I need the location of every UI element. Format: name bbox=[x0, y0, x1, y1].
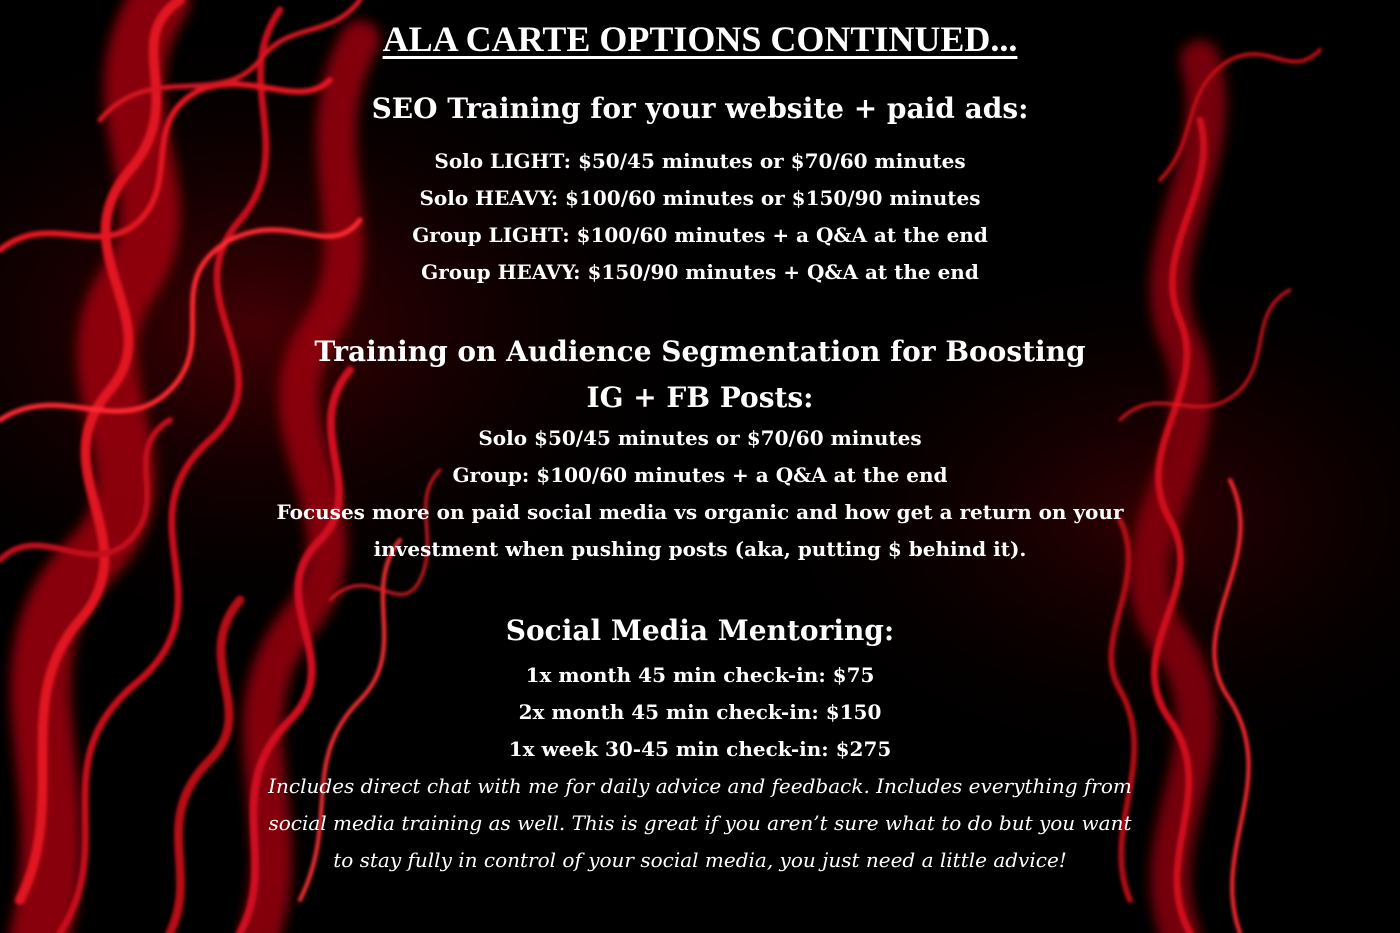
mentoring-line-monthly: 1x month 45 min check-in: $75 bbox=[525, 663, 875, 687]
mentoring-line-twice-monthly: 2x month 45 min check-in: $150 bbox=[518, 700, 882, 724]
audience-line-solo: Solo $50/45 minutes or $70/60 minutes bbox=[478, 426, 922, 450]
seo-line-group-heavy: Group HEAVY: $150/90 minutes + Q&A at the end bbox=[421, 260, 979, 284]
mentoring-heading: Social Media Mentoring: bbox=[505, 614, 895, 647]
mentoring-line-weekly: 1x week 30-45 min check-in: $275 bbox=[508, 737, 892, 761]
seo-line-solo-heavy: Solo HEAVY: $100/60 minutes or $150/90 minutes bbox=[419, 186, 981, 210]
audience-line-group: Group: $100/60 minutes + a Q&A at the end bbox=[452, 463, 948, 487]
audience-description: Focuses more on paid social media vs organic and how get a return on your investment when pushing posts (aka, putting $ behind it). bbox=[276, 500, 1124, 561]
audience-heading-line1: Training on Audience Segmentation for Boosting bbox=[314, 335, 1086, 368]
mentoring-description: Includes direct chat with me for daily advice and feedback. Includes everything from social media training as well. This is great if you aren’t sure what to do but you want to stay fully in control of your social media, you just need a little advice! bbox=[268, 774, 1132, 872]
seo-line-solo-light: Solo LIGHT: $50/45 minutes or $70/60 minutes bbox=[434, 149, 966, 173]
page-title: ALA CARTE OPTIONS CONTINUED... bbox=[382, 19, 1018, 59]
seo-heading: SEO Training for your website + paid ads: bbox=[371, 92, 1029, 125]
seo-line-group-light: Group LIGHT: $100/60 minutes + a Q&A at the end bbox=[412, 223, 988, 247]
audience-heading-line2: IG + FB Posts: bbox=[586, 381, 814, 414]
